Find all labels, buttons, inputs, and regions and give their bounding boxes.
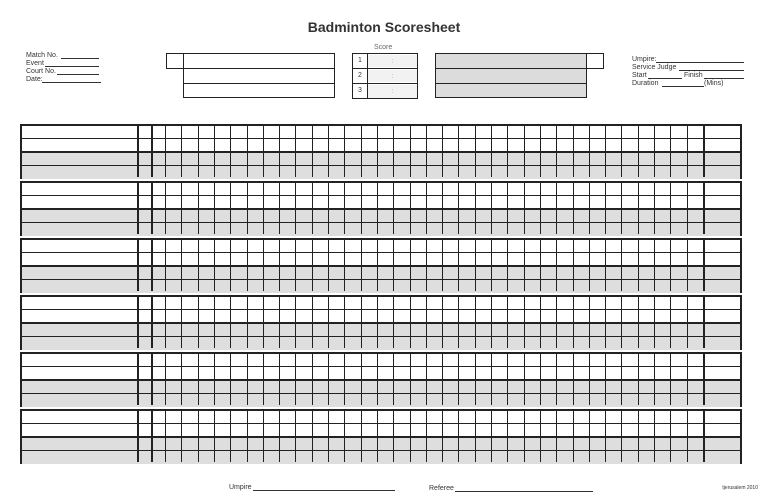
column-divider	[491, 126, 492, 177]
column-divider	[573, 354, 574, 405]
column-divider	[475, 183, 476, 234]
column-divider	[151, 297, 153, 348]
column-divider	[687, 240, 688, 291]
column-divider	[475, 297, 476, 348]
player-row[interactable]	[22, 240, 740, 253]
column-divider	[491, 183, 492, 234]
column-divider	[605, 126, 606, 177]
column-divider	[670, 297, 671, 348]
game-number: 3	[353, 84, 368, 99]
column-divider	[491, 354, 492, 405]
column-divider	[491, 297, 492, 348]
column-divider	[312, 354, 313, 405]
player-row[interactable]	[22, 367, 740, 381]
column-divider	[410, 183, 411, 234]
column-divider	[507, 297, 508, 348]
player-row[interactable]	[22, 354, 740, 367]
player-row[interactable]	[22, 267, 740, 280]
column-divider	[198, 183, 199, 234]
player-row[interactable]	[22, 196, 740, 210]
column-divider	[654, 183, 655, 234]
column-divider	[654, 240, 655, 291]
column-divider	[687, 183, 688, 234]
column-divider	[442, 354, 443, 405]
column-divider	[475, 126, 476, 177]
column-divider	[137, 354, 139, 405]
duration-line	[662, 86, 704, 87]
column-divider	[198, 126, 199, 177]
column-divider	[442, 183, 443, 234]
player-row[interactable]	[22, 324, 740, 337]
column-divider	[573, 297, 574, 348]
column-divider	[328, 354, 329, 405]
mins-label: (Mins)	[704, 80, 724, 87]
column-divider	[230, 297, 231, 348]
game-score-cell[interactable]: :	[368, 70, 417, 82]
column-divider	[540, 297, 541, 348]
column-divider	[703, 240, 705, 291]
column-divider	[295, 411, 296, 462]
event-label: Event	[26, 60, 44, 67]
column-divider	[458, 240, 459, 291]
column-divider	[361, 183, 362, 234]
column-divider	[638, 354, 639, 405]
player-row[interactable]	[22, 411, 740, 424]
column-divider	[670, 411, 671, 462]
column-divider	[442, 240, 443, 291]
column-divider	[410, 411, 411, 462]
column-divider	[279, 297, 280, 348]
column-divider	[230, 411, 231, 462]
score-table	[352, 53, 418, 99]
game-block	[20, 295, 742, 350]
player-row[interactable]	[22, 381, 740, 394]
footer-umpire-line	[253, 490, 395, 491]
column-divider	[621, 126, 622, 177]
score-row-game-3	[353, 84, 417, 99]
column-divider	[540, 126, 541, 177]
column-divider	[442, 126, 443, 177]
column-divider	[524, 183, 525, 234]
column-divider	[361, 354, 362, 405]
game-block	[20, 124, 742, 179]
column-divider	[263, 240, 264, 291]
date-line	[42, 82, 101, 83]
player-row[interactable]	[22, 337, 740, 350]
column-divider	[654, 411, 655, 462]
column-divider	[165, 126, 166, 177]
column-divider	[524, 354, 525, 405]
column-divider	[344, 354, 345, 405]
right-team-row-divider	[436, 83, 586, 84]
column-divider	[279, 354, 280, 405]
column-divider	[442, 411, 443, 462]
column-divider	[703, 354, 705, 405]
column-divider	[279, 126, 280, 177]
player-row[interactable]	[22, 183, 740, 196]
column-divider	[410, 240, 411, 291]
column-divider	[426, 297, 427, 348]
column-divider	[507, 183, 508, 234]
right-serve-tab	[586, 53, 604, 69]
column-divider	[328, 183, 329, 234]
column-divider	[524, 411, 525, 462]
column-divider	[377, 411, 378, 462]
date-field[interactable]	[26, 75, 102, 84]
column-divider	[573, 126, 574, 177]
column-divider	[556, 297, 557, 348]
left-serve-tab	[166, 53, 184, 69]
column-divider	[475, 411, 476, 462]
column-divider	[638, 240, 639, 291]
right-team-box[interactable]	[435, 53, 587, 98]
column-divider	[230, 354, 231, 405]
page-title: Badminton Scoresheet	[307, 19, 461, 35]
column-divider	[312, 411, 313, 462]
duration-label: Duration	[632, 80, 659, 87]
column-divider	[181, 411, 182, 462]
column-divider	[589, 354, 590, 405]
column-divider	[295, 297, 296, 348]
player-row[interactable]	[22, 310, 740, 324]
column-divider	[703, 183, 705, 234]
column-divider	[442, 297, 443, 348]
column-divider	[589, 126, 590, 177]
column-divider	[328, 240, 329, 291]
score-label: Score	[374, 44, 393, 51]
column-divider	[151, 126, 153, 177]
column-divider	[638, 411, 639, 462]
column-divider	[458, 126, 459, 177]
column-divider	[410, 354, 411, 405]
column-divider	[540, 411, 541, 462]
column-divider	[687, 126, 688, 177]
column-divider	[621, 183, 622, 234]
column-divider	[621, 411, 622, 462]
column-divider	[605, 411, 606, 462]
column-divider	[621, 297, 622, 348]
column-divider	[214, 183, 215, 234]
column-divider	[393, 354, 394, 405]
right-team-row-divider	[436, 68, 586, 69]
column-divider	[589, 183, 590, 234]
column-divider	[458, 297, 459, 348]
column-divider	[263, 411, 264, 462]
column-divider	[344, 240, 345, 291]
column-divider	[151, 354, 153, 405]
column-divider	[214, 354, 215, 405]
column-divider	[344, 126, 345, 177]
match-no-label: Match No.	[26, 52, 58, 59]
column-divider	[573, 240, 574, 291]
column-divider	[247, 354, 248, 405]
column-divider	[263, 297, 264, 348]
footer-referee-line	[455, 491, 593, 492]
column-divider	[524, 126, 525, 177]
column-divider	[589, 240, 590, 291]
column-divider	[654, 297, 655, 348]
left-team-row-divider	[184, 68, 334, 69]
game-score-cell[interactable]: :	[368, 55, 417, 67]
column-divider	[312, 240, 313, 291]
column-divider	[151, 411, 153, 462]
column-divider	[507, 411, 508, 462]
player-row[interactable]	[22, 424, 740, 438]
column-divider	[279, 183, 280, 234]
service-judge-label: Service Judge	[632, 64, 677, 71]
column-divider	[295, 126, 296, 177]
player-row[interactable]	[22, 139, 740, 153]
column-divider	[377, 240, 378, 291]
column-divider	[426, 411, 427, 462]
column-divider	[137, 183, 139, 234]
column-divider	[540, 354, 541, 405]
column-divider	[426, 126, 427, 177]
column-divider	[687, 354, 688, 405]
column-divider	[198, 297, 199, 348]
column-divider	[393, 240, 394, 291]
column-divider	[214, 126, 215, 177]
column-divider	[621, 240, 622, 291]
column-divider	[165, 240, 166, 291]
game-block	[20, 352, 742, 407]
column-divider	[230, 126, 231, 177]
column-divider	[638, 297, 639, 348]
column-divider	[361, 297, 362, 348]
column-divider	[605, 297, 606, 348]
column-divider	[181, 183, 182, 234]
column-divider	[247, 411, 248, 462]
score-row-game-2	[353, 69, 417, 84]
column-divider	[181, 126, 182, 177]
column-divider	[621, 354, 622, 405]
column-divider	[556, 126, 557, 177]
column-divider	[377, 354, 378, 405]
column-divider	[198, 411, 199, 462]
column-divider	[507, 240, 508, 291]
column-divider	[312, 183, 313, 234]
column-divider	[230, 240, 231, 291]
player-row[interactable]	[22, 223, 740, 236]
duration-field[interactable]	[632, 79, 744, 88]
column-divider	[377, 126, 378, 177]
column-divider	[605, 354, 606, 405]
column-divider	[654, 126, 655, 177]
footer-referee-field[interactable]	[429, 485, 593, 492]
column-divider	[589, 297, 590, 348]
column-divider	[703, 126, 705, 177]
finish-label: Finish	[684, 72, 703, 79]
column-divider	[393, 411, 394, 462]
column-divider	[573, 183, 574, 234]
column-divider	[181, 240, 182, 291]
column-divider	[589, 411, 590, 462]
column-divider	[263, 354, 264, 405]
column-divider	[279, 240, 280, 291]
column-divider	[458, 411, 459, 462]
column-divider	[137, 126, 139, 177]
column-divider	[214, 411, 215, 462]
column-divider	[654, 354, 655, 405]
column-divider	[151, 240, 153, 291]
column-divider	[703, 411, 705, 462]
player-row[interactable]	[22, 153, 740, 166]
column-divider	[181, 297, 182, 348]
column-divider	[247, 240, 248, 291]
column-divider	[247, 183, 248, 234]
column-divider	[312, 126, 313, 177]
column-divider	[295, 240, 296, 291]
left-team-box[interactable]	[183, 53, 335, 98]
copyright-text: tjerusalem 2010	[722, 485, 758, 491]
column-divider	[703, 297, 705, 348]
umpire-label: Umpire:	[632, 56, 657, 63]
column-divider	[556, 354, 557, 405]
column-divider	[361, 126, 362, 177]
player-row[interactable]	[22, 451, 740, 464]
column-divider	[573, 411, 574, 462]
column-divider	[556, 183, 557, 234]
column-divider	[214, 297, 215, 348]
left-team-row-divider	[184, 83, 334, 84]
game-number: 1	[353, 54, 368, 68]
column-divider	[393, 126, 394, 177]
column-divider	[312, 297, 313, 348]
column-divider	[198, 240, 199, 291]
column-divider	[475, 354, 476, 405]
column-divider	[426, 183, 427, 234]
column-divider	[344, 297, 345, 348]
footer-referee-label: Referee	[429, 485, 454, 492]
column-divider	[295, 183, 296, 234]
footer-umpire-label: Umpire	[229, 484, 252, 491]
column-divider	[328, 297, 329, 348]
column-divider	[540, 183, 541, 234]
column-divider	[638, 126, 639, 177]
column-divider	[393, 297, 394, 348]
column-divider	[263, 183, 264, 234]
column-divider	[361, 240, 362, 291]
column-divider	[540, 240, 541, 291]
column-divider	[137, 411, 139, 462]
column-divider	[377, 183, 378, 234]
column-divider	[137, 297, 139, 348]
column-divider	[426, 240, 427, 291]
column-divider	[165, 411, 166, 462]
column-divider	[344, 183, 345, 234]
column-divider	[151, 183, 153, 234]
player-row[interactable]	[22, 253, 740, 267]
column-divider	[165, 354, 166, 405]
player-row[interactable]	[22, 394, 740, 407]
column-divider	[670, 183, 671, 234]
player-row[interactable]	[22, 280, 740, 293]
column-divider	[670, 354, 671, 405]
column-divider	[458, 354, 459, 405]
column-divider	[670, 126, 671, 177]
column-divider	[491, 411, 492, 462]
column-divider	[556, 411, 557, 462]
column-divider	[344, 411, 345, 462]
game-number: 2	[353, 69, 368, 83]
column-divider	[556, 240, 557, 291]
column-divider	[507, 126, 508, 177]
column-divider	[328, 411, 329, 462]
column-divider	[687, 411, 688, 462]
start-label: Start	[632, 72, 647, 79]
column-divider	[137, 240, 139, 291]
column-divider	[393, 183, 394, 234]
column-divider	[295, 354, 296, 405]
column-divider	[638, 183, 639, 234]
column-divider	[475, 240, 476, 291]
column-divider	[524, 240, 525, 291]
player-row[interactable]	[22, 126, 740, 139]
player-row[interactable]	[22, 166, 740, 179]
column-divider	[524, 297, 525, 348]
column-divider	[426, 354, 427, 405]
column-divider	[410, 297, 411, 348]
game-block	[20, 409, 742, 464]
column-divider	[458, 183, 459, 234]
column-divider	[214, 240, 215, 291]
column-divider	[263, 126, 264, 177]
column-divider	[507, 354, 508, 405]
column-divider	[377, 297, 378, 348]
column-divider	[198, 354, 199, 405]
player-row[interactable]	[22, 297, 740, 310]
column-divider	[279, 411, 280, 462]
column-divider	[361, 411, 362, 462]
game-block	[20, 181, 742, 236]
column-divider	[410, 126, 411, 177]
column-divider	[165, 183, 166, 234]
column-divider	[491, 240, 492, 291]
footer-umpire-field[interactable]	[229, 484, 395, 491]
column-divider	[247, 126, 248, 177]
game-score-cell[interactable]: :	[368, 85, 417, 98]
column-divider	[605, 240, 606, 291]
column-divider	[165, 297, 166, 348]
player-row[interactable]	[22, 438, 740, 451]
column-divider	[670, 240, 671, 291]
column-divider	[181, 354, 182, 405]
date-label: Date:	[26, 76, 43, 83]
score-row-game-1	[353, 54, 417, 69]
column-divider	[247, 297, 248, 348]
game-block	[20, 238, 742, 293]
column-divider	[328, 126, 329, 177]
player-row[interactable]	[22, 210, 740, 223]
court-no-label: Court No.	[26, 68, 56, 75]
column-divider	[230, 183, 231, 234]
column-divider	[687, 297, 688, 348]
column-divider	[605, 183, 606, 234]
